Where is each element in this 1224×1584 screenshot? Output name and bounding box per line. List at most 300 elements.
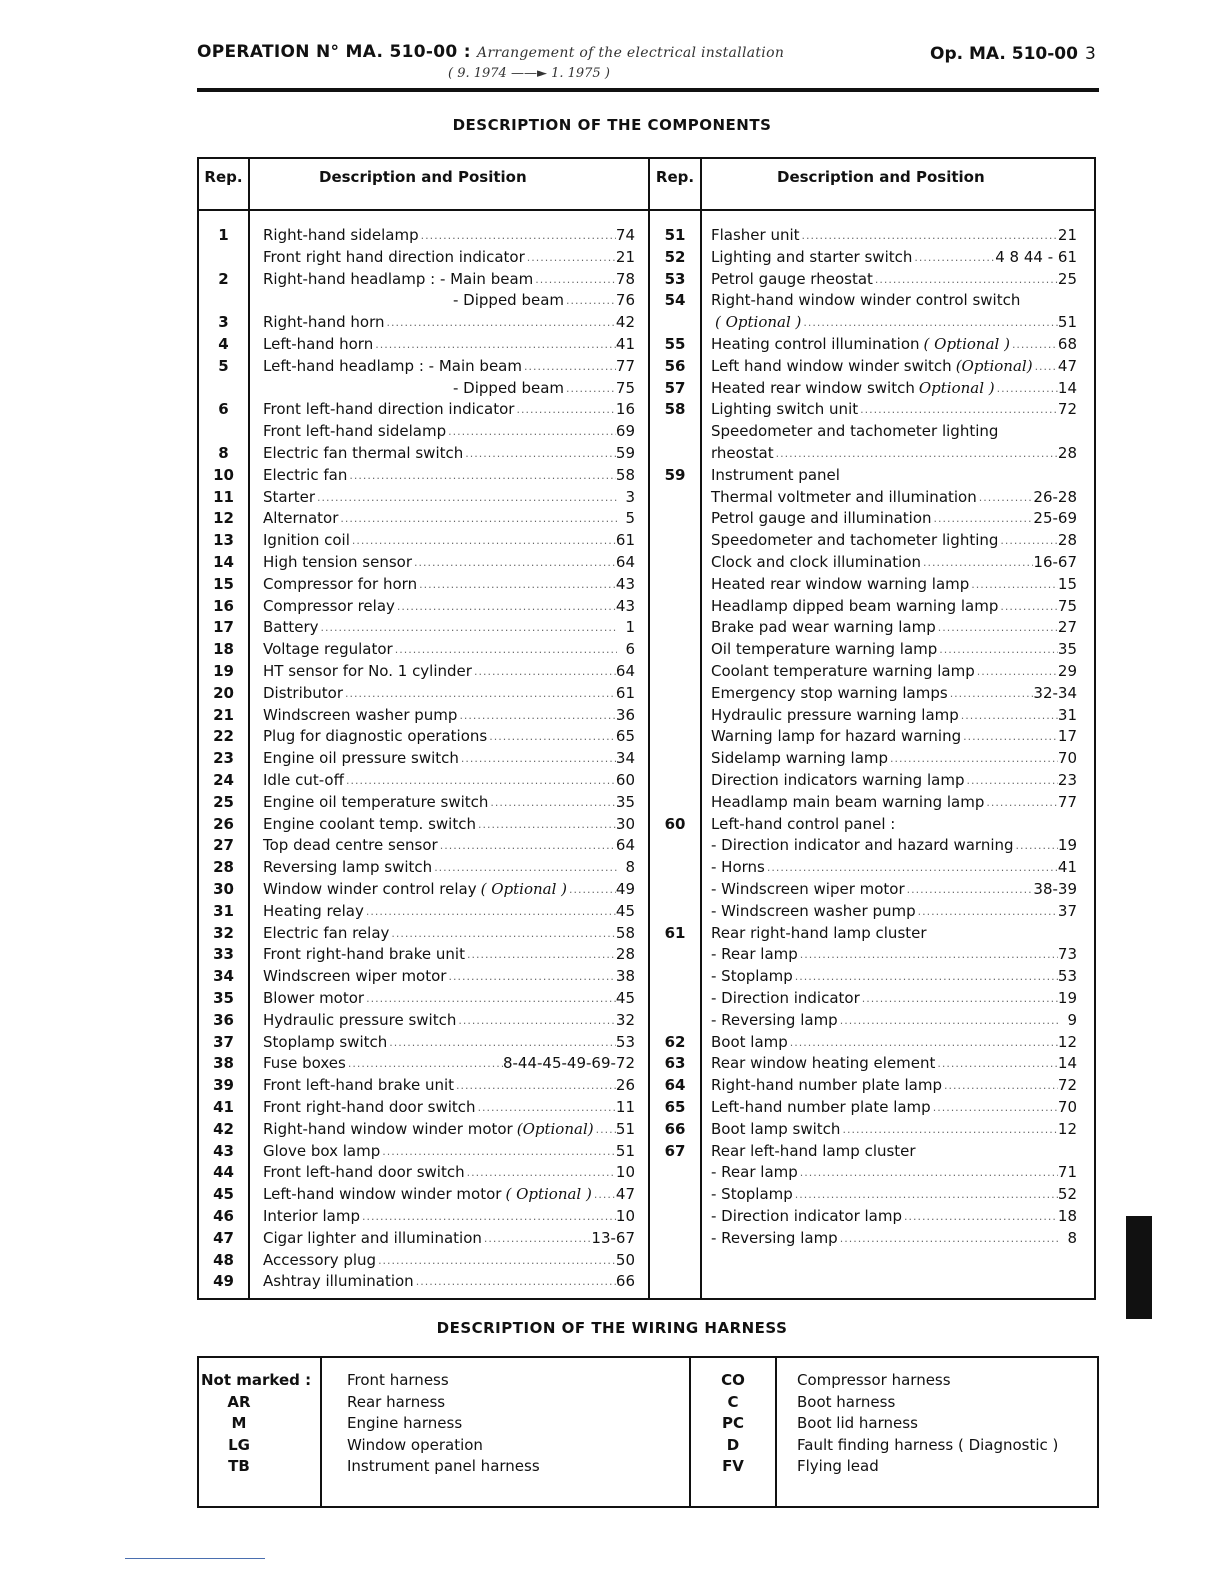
rep-number: 19	[213, 662, 234, 680]
component-row	[263, 443, 635, 464]
rep-number: 10	[213, 465, 234, 484]
harness-name: Instrument panel harness	[347, 1457, 540, 1476]
rep-number: 5	[218, 356, 229, 375]
component-row	[263, 1119, 635, 1140]
component-description: Idle cut-off	[263, 771, 344, 789]
leader-dots	[931, 1097, 1058, 1118]
rep-number	[199, 421, 248, 442]
component-row	[263, 1141, 635, 1162]
diagram-position: 70	[1057, 1098, 1077, 1116]
diagram-position: 50	[615, 1250, 635, 1269]
rep-number	[650, 879, 700, 900]
diagram-position: 64	[615, 836, 635, 855]
leader-dots	[594, 1119, 616, 1140]
component-description: Right-hand headlamp : - Main beam	[263, 269, 534, 288]
leader-dots	[860, 988, 1058, 1009]
optional-note: ( Optional )	[480, 880, 568, 898]
diagram-position: 14	[1057, 378, 1077, 397]
rep-number	[650, 792, 700, 813]
component-row	[711, 1206, 1077, 1227]
rep-number	[650, 596, 700, 617]
page-number: 3	[1085, 44, 1096, 64]
leader-dots	[838, 1010, 1059, 1031]
component-row	[711, 530, 1077, 551]
component-row	[263, 879, 635, 900]
component-description: Engine coolant temp. switch	[263, 814, 476, 833]
diagram-position: 72	[1057, 400, 1077, 419]
component-row	[711, 574, 1077, 595]
component-row	[711, 1141, 1077, 1162]
component-row	[711, 1228, 1077, 1249]
component-description: Thermal voltmeter and illumination	[711, 487, 977, 506]
component-row	[711, 399, 1077, 420]
component-row	[711, 508, 1077, 529]
diagram-position: 47	[1057, 356, 1077, 375]
component-description: - Windscreen washer pump	[711, 901, 916, 920]
optional-note: (Optional)	[955, 356, 1033, 375]
diagram-position: 59	[615, 444, 635, 462]
harness-code: TB	[228, 1457, 250, 1476]
rep-number: 45	[213, 1185, 234, 1204]
rep-number: 4	[218, 335, 229, 353]
leader-dots	[788, 1032, 1058, 1053]
diagram-position: 28	[1057, 444, 1077, 462]
leader-dots	[998, 596, 1058, 617]
rep-number: 65	[664, 1098, 686, 1116]
component-description: Petrol gauge rheostat	[711, 269, 873, 288]
component-row	[711, 421, 1077, 442]
rep-number	[650, 944, 700, 965]
diagram-position: 10	[615, 1207, 635, 1225]
components-table	[197, 157, 1096, 1300]
harness-code: D	[726, 1435, 740, 1454]
diagram-position: 38	[615, 967, 635, 986]
component-description: Electric fan	[263, 465, 348, 484]
rep-number	[650, 857, 700, 878]
rep-number: 63	[664, 1054, 686, 1073]
col-desc-right: Description and Position	[777, 168, 985, 186]
component-row	[711, 814, 1077, 835]
diagram-position: 17	[1057, 727, 1077, 746]
diagram-position: 10	[615, 1163, 635, 1182]
diagram-position: 41	[615, 335, 635, 353]
component-row	[263, 1162, 635, 1183]
component-row	[263, 792, 635, 813]
component-row	[263, 334, 635, 355]
component-row	[711, 247, 1077, 268]
component-description: Voltage regulator	[263, 640, 393, 659]
rep-number: 54	[664, 291, 686, 310]
diagram-position: 29	[1057, 662, 1077, 680]
component-description: Right-hand window winder motor	[263, 1119, 513, 1138]
leader-dots	[921, 552, 1033, 573]
component-row	[263, 726, 635, 747]
component-description: Reversing lamp switch	[263, 858, 433, 877]
rep-number: 34	[213, 967, 234, 986]
leader-dots	[964, 770, 1057, 791]
component-description: Glove box lamp	[263, 1141, 381, 1160]
rep-number: 43	[213, 1141, 234, 1160]
diagram-position: 32	[615, 1010, 635, 1029]
harness-name: Boot harness	[797, 1392, 896, 1411]
rep-number: 64	[664, 1076, 686, 1095]
margin-tab-mark	[1126, 1216, 1152, 1319]
component-row	[711, 1184, 1077, 1205]
component-description: Plug for diagnostic operations	[263, 727, 488, 746]
component-description: - Rear lamp	[711, 1163, 798, 1182]
leader-dots	[765, 857, 1058, 878]
leader-dots	[522, 356, 616, 377]
diagram-position: 61	[615, 683, 635, 702]
optional-note: ( Optional )	[505, 1185, 592, 1204]
leader-dots	[977, 487, 1034, 508]
rep-number: 2	[218, 269, 229, 288]
leader-dots	[798, 1162, 1058, 1183]
component-description: Rear right-hand lamp cluster	[711, 923, 927, 942]
rep-number: 30	[213, 880, 234, 898]
leader-dots	[975, 661, 1058, 682]
component-description: Windscreen wiper motor	[263, 967, 447, 986]
component-row	[711, 1053, 1077, 1074]
rep-number: 41	[213, 1098, 234, 1116]
diagram-position: 53	[1057, 967, 1077, 986]
diagram-position: 70	[1057, 749, 1077, 768]
leader-dots	[482, 1228, 592, 1249]
rep-number: 1	[218, 226, 229, 244]
rep-number: 48	[213, 1250, 234, 1269]
diagram-position: 58	[615, 465, 635, 484]
operation-heading	[197, 42, 784, 62]
leader-dots	[412, 552, 616, 573]
component-row	[263, 923, 635, 944]
rep-number	[650, 487, 700, 508]
rep-number: 24	[213, 771, 234, 789]
component-row	[263, 399, 635, 420]
optional-note: (Optional)	[516, 1119, 594, 1138]
optional-note: ( Optional )	[715, 313, 802, 332]
diagram-position: 25-69	[1033, 509, 1077, 528]
diagram-position: 73	[1057, 945, 1077, 964]
component-description: Warning lamp for hazard warning	[711, 727, 962, 746]
component-row	[711, 792, 1077, 813]
component-description: Ashtray illumination	[263, 1272, 414, 1291]
diagram-position: 64	[615, 553, 635, 571]
component-description: Oil temperature warning lamp	[711, 640, 938, 659]
leader-dots	[984, 792, 1058, 813]
rep-number: 57	[664, 378, 686, 397]
component-row	[263, 1010, 635, 1031]
component-description: Alternator	[263, 509, 339, 528]
diagram-position: 43	[615, 574, 635, 593]
component-row	[711, 988, 1077, 1009]
leader-dots	[360, 1206, 616, 1227]
component-row	[711, 269, 1077, 290]
leader-dots	[948, 683, 1034, 704]
component-description: Flasher unit	[711, 226, 800, 244]
component-description: Rear window heating element	[711, 1054, 936, 1073]
leader-dots	[793, 1184, 1058, 1205]
rep-number	[650, 988, 700, 1009]
diagram-position: 23	[1057, 771, 1077, 789]
harness-code: AR	[227, 1392, 251, 1411]
header-rule	[197, 88, 1099, 92]
rep-number: 31	[213, 901, 234, 920]
leader-dots	[592, 1184, 616, 1205]
harness-code: FV	[722, 1457, 744, 1476]
rep-number: 60	[664, 814, 686, 833]
diagram-position: 51	[615, 1141, 635, 1160]
rep-number: 51	[664, 226, 686, 244]
diagram-position: 64	[615, 662, 635, 680]
component-description: Battery	[263, 618, 319, 637]
component-row	[711, 225, 1077, 246]
harness-code: LG	[228, 1435, 250, 1454]
rep-number	[199, 378, 248, 399]
harness-table	[197, 1356, 1099, 1508]
rep-number: 21	[213, 705, 234, 724]
diagram-position: 53	[615, 1032, 635, 1051]
leader-dots	[793, 966, 1058, 987]
component-row	[263, 487, 635, 508]
rep-number	[650, 705, 700, 726]
component-row	[711, 1075, 1077, 1096]
leader-dots	[1014, 835, 1058, 856]
rep-number: 20	[213, 683, 234, 702]
optional-note: ( Optional )	[923, 335, 1010, 353]
component-description: Front left-hand door switch	[263, 1163, 465, 1182]
diagram-position: 71	[1057, 1163, 1077, 1182]
rep-number: 37	[213, 1032, 234, 1051]
rep-number	[650, 1010, 700, 1031]
rep-number: 12	[213, 509, 234, 528]
component-description: Petrol gauge and illumination	[711, 509, 932, 528]
leader-dots	[395, 596, 616, 617]
component-description: Hydraulic pressure warning lamp	[711, 705, 959, 724]
component-row	[711, 705, 1077, 726]
component-row	[263, 290, 635, 311]
rep-number: 16	[213, 596, 234, 615]
component-row	[711, 923, 1077, 944]
diagram-position: 47	[615, 1185, 635, 1204]
component-description: Emergency stop warning lamps	[711, 683, 948, 702]
rep-number: 58	[664, 400, 686, 419]
component-row	[711, 835, 1077, 856]
diagram-position: 12	[1057, 1119, 1077, 1138]
harness-name: Front harness	[347, 1371, 449, 1389]
diagram-position: 34	[615, 749, 635, 768]
rep-number: 53	[664, 269, 686, 288]
component-row	[263, 835, 635, 856]
component-description: Engine oil pressure switch	[263, 749, 459, 768]
diagram-position: 38-39	[1033, 880, 1077, 898]
rep-number: 22	[213, 727, 234, 746]
rep-number: 13	[213, 531, 234, 550]
component-row	[263, 1097, 635, 1118]
rep-number: 42	[213, 1119, 234, 1138]
rep-number	[650, 726, 700, 747]
diagram-position: 1	[625, 618, 635, 637]
col-desc-left: Description and Position	[319, 168, 527, 186]
leader-dots	[1010, 334, 1058, 355]
component-row	[263, 901, 635, 922]
component-row	[263, 596, 635, 617]
component-description: High tension sensor	[263, 553, 413, 571]
component-description: Heating control illumination	[711, 335, 920, 353]
leader-dots	[456, 1010, 616, 1031]
diagram-position: 75	[1057, 596, 1077, 615]
leader-dots	[393, 639, 617, 660]
diagram-position: 19	[1057, 989, 1077, 1007]
leader-dots	[888, 748, 1058, 769]
diagram-position: 42	[615, 313, 635, 332]
component-description: Engine oil temperature switch	[263, 792, 489, 811]
component-description: Coolant temperature warning lamp	[711, 662, 975, 680]
diagram-position: 45	[615, 901, 635, 920]
leader-dots	[514, 399, 615, 420]
leader-dots	[567, 879, 616, 900]
rep-number: 8	[218, 444, 229, 462]
component-description: Top dead centre sensor	[263, 836, 438, 855]
operation-number: OPERATION N° MA. 510-00 :	[197, 42, 471, 62]
leader-dots	[347, 465, 616, 486]
component-description: Interior lamp	[263, 1207, 360, 1225]
leader-dots	[916, 901, 1058, 922]
leader-dots	[459, 748, 616, 769]
rep-number: 15	[213, 574, 234, 593]
leader-dots	[463, 443, 616, 464]
component-description: Instrument panel	[711, 465, 840, 484]
diagram-position: 8	[1067, 1228, 1077, 1247]
component-description: Direction indicators warning lamp	[711, 771, 965, 789]
operation-subtitle: Arrangement of the electrical installation	[477, 45, 785, 61]
component-row	[711, 726, 1077, 747]
rep-number	[650, 901, 700, 922]
leader-dots	[873, 269, 1058, 290]
rep-number	[650, 508, 700, 529]
leader-dots	[476, 814, 616, 835]
component-row	[711, 596, 1077, 617]
diagram-position: 16	[615, 400, 635, 419]
rep-number	[650, 617, 700, 638]
component-description: Heating relay	[263, 901, 364, 920]
rep-number	[650, 1184, 700, 1205]
rep-number	[650, 1228, 700, 1249]
component-description: Lighting and starter switch	[711, 247, 913, 266]
diagram-position: 18	[1057, 1207, 1077, 1225]
operation-reference: Op. MA. 510-00	[930, 44, 1078, 64]
component-row	[711, 552, 1077, 573]
rep-number: 67	[664, 1141, 686, 1160]
rep-number	[650, 552, 700, 573]
leader-dots	[488, 792, 616, 813]
rep-number	[650, 1206, 700, 1227]
leader-dots	[315, 487, 617, 508]
diagram-position: 13-67	[591, 1228, 635, 1247]
component-row	[711, 944, 1077, 965]
component-description: Right-hand window winder control switch	[711, 291, 1021, 310]
rep-number: 61	[664, 923, 686, 942]
component-description: Electric fan relay	[263, 923, 390, 942]
component-description: Boot lamp switch	[711, 1119, 841, 1138]
diagram-position: 74	[615, 226, 635, 244]
harness-name: Fault finding harness ( Diagnostic )	[797, 1435, 1059, 1454]
leader-dots	[942, 1075, 1058, 1096]
component-description: Right-hand number plate lamp	[711, 1076, 942, 1095]
diagram-position: 21	[1057, 226, 1077, 244]
component-description: - Reversing lamp	[711, 1010, 838, 1029]
component-row	[263, 1250, 635, 1271]
leader-dots	[998, 530, 1058, 551]
leader-dots	[476, 1097, 616, 1118]
component-row	[711, 1010, 1077, 1031]
component-description: Left-hand headlamp : - Main beam	[263, 356, 522, 375]
component-description: Front left-hand direction indicator	[263, 400, 515, 419]
component-description: Front right-hand brake unit	[263, 945, 465, 964]
leader-dots	[446, 966, 615, 987]
component-description: Left-hand control panel :	[711, 814, 896, 833]
leader-dots	[432, 857, 617, 878]
component-description: - Dipped beam	[453, 291, 565, 310]
rep-number: 38	[213, 1054, 234, 1073]
header-divider	[199, 209, 1094, 211]
component-description: Boot lamp	[711, 1032, 788, 1051]
diagram-position: 4 8 44 - 61	[995, 247, 1077, 266]
rep-number: 11	[213, 487, 234, 506]
leader-dots	[446, 421, 616, 442]
col-rep-left: Rep.	[204, 168, 243, 186]
diagram-position: 15	[1057, 574, 1077, 593]
component-description: - Windscreen wiper motor	[711, 880, 905, 898]
component-description: Speedometer and tachometer lighting	[711, 422, 999, 441]
component-row	[711, 1162, 1077, 1183]
diagram-position: 45	[615, 989, 635, 1007]
component-row	[263, 1228, 635, 1249]
leader-dots	[487, 726, 616, 747]
component-row	[263, 508, 635, 529]
leader-dots	[902, 1206, 1058, 1227]
component-description: - Direction indicator and hazard warning	[711, 836, 1014, 855]
harness-code: M	[231, 1414, 247, 1433]
diagram-position: 8-44-45-49-69-72	[502, 1054, 635, 1073]
column-divider	[700, 159, 702, 1298]
leader-dots	[912, 247, 995, 268]
rep-number	[650, 661, 700, 682]
diagram-position: 77	[615, 356, 635, 375]
component-description: Front right-hand door switch	[263, 1098, 476, 1116]
component-row	[711, 857, 1077, 878]
rep-number: 18	[213, 640, 234, 659]
component-description: Window winder control relay	[263, 880, 477, 898]
component-description: Cigar lighter and illumination	[263, 1228, 482, 1247]
component-description: Heated rear window warning lamp	[711, 574, 970, 593]
diagram-position: 68	[1057, 335, 1077, 353]
column-divider	[320, 1358, 322, 1506]
component-description: Lighting switch unit	[711, 400, 859, 419]
rep-number	[650, 835, 700, 856]
leader-dots	[319, 617, 617, 638]
rep-number	[650, 312, 700, 333]
component-row	[263, 705, 635, 726]
component-row	[263, 814, 635, 835]
leader-dots	[387, 1032, 616, 1053]
leader-dots	[774, 443, 1058, 464]
component-row	[263, 988, 635, 1009]
leader-dots	[350, 530, 616, 551]
leader-dots	[343, 683, 616, 704]
leader-dots	[800, 225, 1058, 246]
harness-name: Boot lid harness	[797, 1414, 918, 1433]
component-description: Ignition coil	[263, 531, 350, 550]
